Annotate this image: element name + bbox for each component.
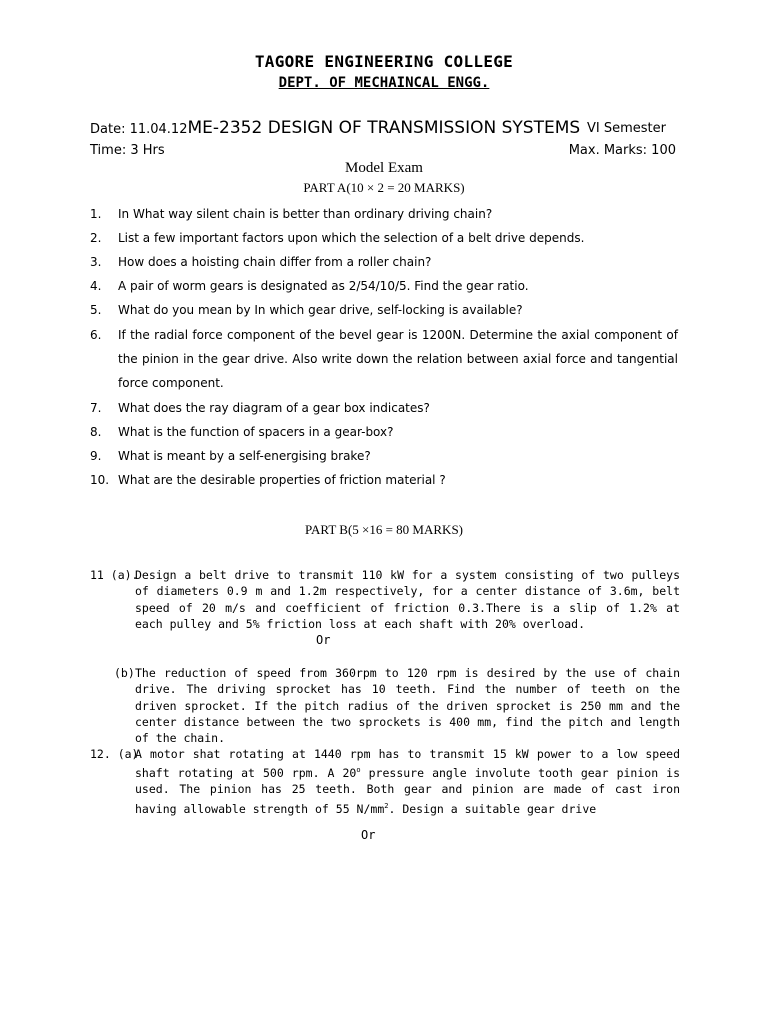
question-number: 6. bbox=[90, 328, 102, 342]
question-text: Design a belt drive to transmit 110 kW for a system consisting of two pulleys of diameters 0.9 m and 1.2m respectively, for a center distance of 3.6m, belt speed of 20 m/s and coefficient of friction 0.3.There is a slip of 1.2% at each pulley and 5% friction loss at each shaft with 20% overload. bbox=[135, 568, 680, 631]
question-label: 11 (a). bbox=[90, 568, 139, 582]
question-number: 10. bbox=[90, 473, 110, 487]
question-number: 4. bbox=[90, 279, 102, 293]
question-number: 7. bbox=[90, 401, 102, 415]
question-text: In What way silent chain is better than ordinary driving chain? bbox=[118, 207, 493, 221]
college-name: TAGORE ENGINEERING COLLEGE bbox=[254, 52, 514, 71]
question-text: List a few important factors upon which the selection of a belt drive depends. bbox=[118, 231, 585, 245]
question-1 bbox=[90, 202, 678, 226]
question-text-part: A motor shat rotating at 1440 rpm has to transmit 15 kW power to a low speed shaft rotating at 500 rpm. A 20 bbox=[135, 747, 680, 781]
question-number: 8. bbox=[90, 425, 102, 439]
question-text: What are the desirable properties of friction material ? bbox=[118, 473, 446, 487]
question-text: What do you mean by In which gear drive, self-locking is available? bbox=[118, 303, 523, 317]
question-number: 5. bbox=[90, 303, 102, 317]
exam-title: Model Exam bbox=[345, 160, 423, 176]
question-text: A pair of worm gears is designated as 2/54/10/5. Find the gear ratio. bbox=[118, 279, 529, 293]
or-separator: Or bbox=[316, 633, 331, 647]
exam-header-line-1 bbox=[90, 118, 678, 138]
part-a-heading: PART A(10 × 2 = 20 MARKS) bbox=[303, 180, 465, 195]
question-text-part: pressure angle involute tooth gear pinion is used. The pinion has 25 teeth. Both gear and pinion are made of cast iron having allowable strength of 55 N/mm bbox=[135, 766, 681, 816]
question-7 bbox=[90, 396, 678, 420]
question-text bbox=[135, 746, 680, 817]
question-number: 9. bbox=[90, 449, 102, 463]
semester: VI Semester bbox=[587, 121, 666, 136]
question-11a bbox=[90, 567, 680, 632]
question-number: 1. bbox=[90, 207, 102, 221]
question-label: (b) bbox=[114, 666, 135, 680]
question-2 bbox=[90, 226, 678, 250]
question-text: How does a hoisting chain differ from a roller chain? bbox=[118, 255, 432, 269]
degree-superscript: o bbox=[356, 766, 361, 775]
exam-duration: Time: 3 Hrs bbox=[90, 143, 165, 158]
question-number: 3. bbox=[90, 255, 102, 269]
question-10 bbox=[90, 468, 678, 492]
question-4 bbox=[90, 274, 678, 298]
department-name: DEPT. OF MECHAINCAL ENGG. bbox=[278, 75, 490, 91]
max-marks: Max. Marks: 100 bbox=[568, 143, 676, 158]
course-title: ME-2352 DESIGN OF TRANSMISSION SYSTEMS bbox=[187, 118, 581, 138]
question-text: If the radial force component of the bevel gear is 1200N. Determine the axial component of the pinion in the gear drive. Also write down the relation between axial force and tangential force component. bbox=[118, 328, 678, 390]
squared-superscript: 2 bbox=[384, 801, 389, 810]
question-9 bbox=[90, 444, 678, 468]
question-label: 12. (a) bbox=[90, 747, 139, 761]
question-number: 2. bbox=[90, 231, 102, 245]
question-text: What is meant by a self-energising brake? bbox=[118, 449, 371, 463]
question-8 bbox=[90, 420, 678, 444]
question-5 bbox=[90, 298, 678, 322]
exam-date: Date: 11.04.12 bbox=[90, 122, 188, 137]
or-separator: Or bbox=[361, 828, 376, 842]
question-12a bbox=[90, 746, 680, 817]
question-text-part: . Design a suitable gear drive bbox=[388, 801, 597, 816]
question-6 bbox=[90, 323, 678, 395]
question-text: What is the function of spacers in a gear-box? bbox=[118, 425, 394, 439]
question-11b bbox=[90, 665, 680, 746]
part-b-heading: PART B(5 ×16 = 80 MARKS) bbox=[305, 522, 463, 537]
question-text: What does the ray diagram of a gear box indicates? bbox=[118, 401, 430, 415]
question-text: The reduction of speed from 360rpm to 120 rpm is desired by the use of chain drive. The driving sprocket has 10 teeth. Find the number of teeth on the driven sprocket. If the pitch radius of the driven sprocket is 250 mm and the center distance between the two sprockets is 400 mm, find the pitch and length of the chain. bbox=[135, 666, 680, 746]
question-3 bbox=[90, 250, 678, 274]
exam-header-line-2 bbox=[90, 143, 678, 158]
